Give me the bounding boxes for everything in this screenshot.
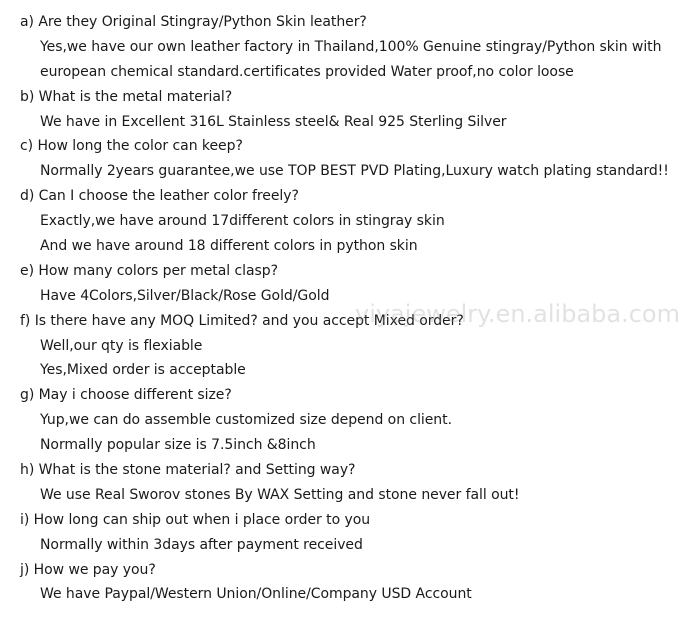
faq-question: b) What is the metal material? xyxy=(20,88,233,105)
faq-question: j) How we pay you? xyxy=(20,561,156,578)
faq-answer: european chemical standard.certificates provided Water proof,no color loose xyxy=(40,63,574,80)
faq-question: g) May i choose different size? xyxy=(20,387,232,404)
faq-answer: Normally 2years guarantee,we use TOP BEST PVD Plating,Luxury watch plating standard!! xyxy=(40,163,669,180)
faq-answer: We use Real Sworov stones By WAX Setting and stone never fall out! xyxy=(40,486,520,503)
faq-item xyxy=(0,184,700,259)
faq-answer: Yes,we have our own leather factory in Thailand,100% Genuine stingray/Python skin with xyxy=(40,38,662,55)
faq-item xyxy=(0,10,700,85)
faq-item xyxy=(0,85,700,135)
faq-answer: Yup,we can do assemble customized size depend on client. xyxy=(40,412,452,429)
faq-answer: Exactly,we have around 17different colors in stingray skin xyxy=(40,213,445,230)
faq-item xyxy=(0,259,700,309)
faq-item xyxy=(0,383,700,458)
faq-answer: Normally popular size is 7.5inch &8inch xyxy=(40,437,316,454)
watermark: viyajewelry.en.alibaba.com xyxy=(355,300,680,328)
faq-question: c) How long the color can keep? xyxy=(20,138,243,155)
faq-item xyxy=(0,558,700,608)
faq-list xyxy=(0,10,700,607)
faq-question: h) What is the stone material? and Setting way? xyxy=(20,462,356,479)
faq-answer: And we have around 18 different colors in python skin xyxy=(40,238,418,255)
faq-answer: Have 4Colors,Silver/Black/Rose Gold/Gold xyxy=(40,287,330,304)
faq-item xyxy=(0,134,700,184)
faq-question: a) Are they Original Stingray/Python Skin leather? xyxy=(20,14,367,30)
faq-question: f) Is there have any MOQ Limited? and you accept Mixed order? xyxy=(20,312,464,329)
faq-answer: We have in Excellent 316L Stainless steel& Real 925 Sterling Silver xyxy=(40,113,507,130)
faq-answer: Yes,Mixed order is acceptable xyxy=(40,362,246,379)
faq-answer: Normally within 3days after payment received xyxy=(40,536,363,553)
faq-item xyxy=(0,508,700,558)
faq-answer: We have Paypal/Western Union/Online/Company USD Account xyxy=(40,586,472,603)
faq-question: i) How long can ship out when i place order to you xyxy=(20,511,371,528)
faq-item xyxy=(0,309,700,384)
faq-answer: Well,our qty is flexiable xyxy=(40,337,203,354)
faq-question: e) How many colors per metal clasp? xyxy=(20,262,278,279)
faq-question: d) Can I choose the leather color freely? xyxy=(20,188,299,205)
faq-item xyxy=(0,458,700,508)
